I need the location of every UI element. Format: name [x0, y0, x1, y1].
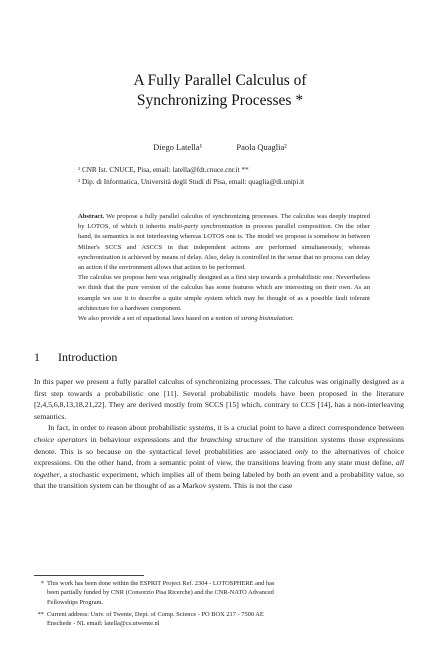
footnote-2-mark: ** [37, 611, 44, 618]
body-text: to the alternatives of choice expressions. On the other hand, from a semantic point of view, the transitions leaving from any state must define, [34, 446, 404, 468]
abstract [78, 212, 370, 324]
abstract-text: We also provide a set of equational laws based on a notion of [78, 315, 241, 323]
body-emphasis: branching structure [200, 434, 263, 444]
body-emphasis: all together [34, 458, 404, 479]
abstract-emphasis: multi-party synchronization [168, 223, 243, 231]
footnote-rule [34, 575, 144, 576]
section-title: Introduction [58, 350, 118, 364]
footnote-1-mark: * [40, 580, 44, 587]
footnote-1-line-2: been partially funded by CNR (Consorzio Pisa Ricerche) and the CNR-NATO Advanced [47, 589, 274, 597]
body-text: , a stochastic experiment, which implies all of them being labeled by both an event and a probability value, so that the transition system can be thought of as a Markov system. This is not the case [34, 469, 404, 491]
paper-title-line-1: A Fully Parallel Calculus of [133, 72, 307, 89]
section-body [34, 376, 404, 492]
body-text: in behaviour expressions and the [87, 434, 201, 444]
footnote-2 [34, 610, 406, 629]
footnote-2-line-2: Enschede - NL email: latella@cs.utwente.nl [47, 620, 160, 628]
footnote-1-line-1: This work has been done within the ESPRIT Project Ref. 2304 - LOTOSPHERE and has [47, 580, 275, 587]
abstract-emphasis: strong bisimulation [241, 315, 293, 323]
footnote-1-line-3: Fellowships Program. [47, 598, 104, 606]
footnote-2-line-1: Current address: Univ. of Twente, Dept. of Comp. Science - PO BOX 217 - 7500 AE [47, 611, 264, 618]
body-text: In fact, in order to reason about probabilistic systems, it is a crucial point to have a direct correspondence between [48, 423, 404, 433]
section-heading [34, 350, 117, 365]
abstract-text: . [292, 315, 294, 323]
abstract-text: in process parallel composition. On the other hand, its semantics is not interleaving whereas LOTOS one is. The model we propose is somehow in between Milner's SCCS and ASCCS in that independent actions are performed simultaneously, whereas synchronization is achieved by means of delay. Also, delay is controlled in the sense that no process can delay an action if the environment allows that action to be performed. [78, 223, 371, 272]
author-list [0, 142, 440, 152]
body-paragraph-2 [34, 422, 404, 492]
body-paragraph-1: In this paper we present a fully parallel calculus of synchronizing processes. The calculus was originally designed as a first step towards a probabilistic one [11]. Several probabilistic models have been proposed in the literature [2,4,5,6,8,13,18,21,22]. They are derived mostly from SCCS [15] which, contrary to CCS [14], has a non-interleaving semantics. [34, 377, 404, 421]
section-number: 1 [34, 350, 40, 364]
affiliation-2: ² Dip. di Informatica, Università degli Studi di Pisa, email: quaglia@di.unipi.it [78, 178, 305, 186]
abstract-paragraph-1 [78, 212, 370, 273]
abstract-paragraph-3 [78, 314, 370, 324]
abstract-paragraph-2: The calculus we propose here was originally designed as a first step towards a probabilistic one. Nevertheless we think that the pure version of the calculus has some features which are interesting on their own. As an example we use it to describe a quite simple system which may be thought of as a possible fault tolerant architecture for a hardware component. [78, 274, 370, 312]
author-quaglia: Paola Quaglia² [236, 142, 287, 152]
body-emphasis: only [294, 446, 309, 456]
author-latella: Diego Latella¹ [153, 142, 203, 152]
body-text: of the transition systems those expressions denote. This is so because on the syntactical level probabilities are associated [34, 434, 404, 456]
paper-title-line-2: Synchronizing Processes * [136, 92, 304, 109]
body-emphasis: choice operators [34, 434, 88, 444]
abstract-label: Abstract. [78, 213, 105, 220]
footnote-1 [34, 579, 406, 607]
abstract-text: We propose a fully parallel calculus of synchronizing processes. The calculus was deeply inspired by LOTOS, of which it inherits [78, 213, 370, 231]
affiliation-1: ¹ CNR Ist. CNUCE, Pisa, email: latella@fdt.cnuce.cnr.it ** [78, 166, 249, 174]
